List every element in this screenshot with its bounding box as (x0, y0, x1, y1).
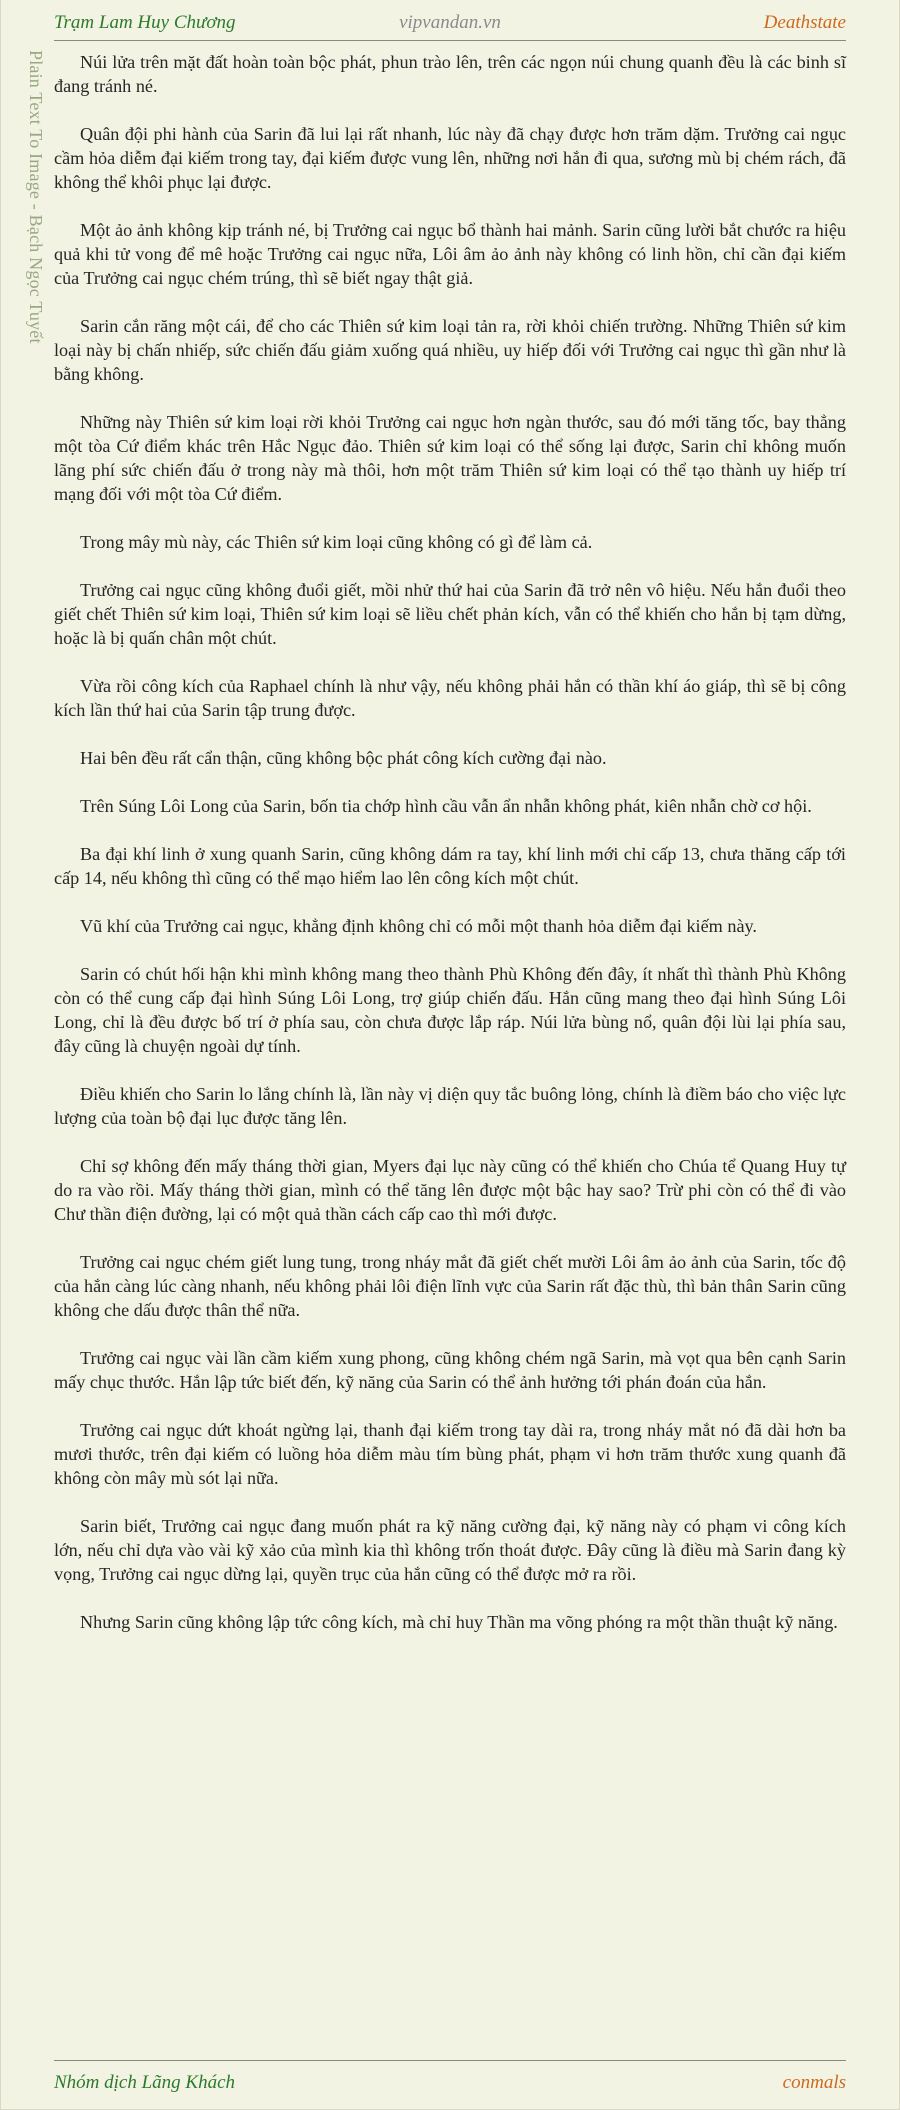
paragraph: Trưởng cai ngục dứt khoát ngừng lại, thanh đại kiếm trong tay dài ra, trong nháy mắt nó đã dài hơn ba mươi thước, trên đại kiếm có luồng hỏa diễm màu tím bùng phát, phạm vi hơn trăm thước xung quanh đã không còn mây mù sót lại nữa. (54, 1420, 846, 1488)
header-title: Deathstate (763, 12, 846, 33)
header-divider (54, 40, 846, 41)
footer-editor: conmals (782, 2072, 846, 2093)
paragraph: Một ảo ảnh không kịp tránh né, bị Trưởng cai ngục bổ thành hai mảnh. Sarin cũng lười bắt chước ra hiệu quả khi tử vong để mê hoặc Trưởng cai ngục nữa, Lôi âm ảo ảnh này không có linh hồn, chỉ cần đại kiếm của Trưởng cai ngục chém trúng, thì sẽ biết ngay thật giả. (54, 220, 846, 288)
footer-translator: Nhóm dịch Lãng Khách (54, 2072, 236, 2093)
paragraph: Nhưng Sarin cũng không lập tức công kích, mà chỉ huy Thần ma võng phóng ra một thần thuật kỹ năng. (80, 1612, 838, 1632)
paragraph: Trưởng cai ngục vài lần cầm kiếm xung phong, cũng không chém ngã Sarin, mà vọt qua bên cạnh Sarin mấy chục thước. Hắn lập tức biết đến, kỹ năng của Sarin có thể ảnh hưởng tới phán đoán của hắn. (54, 1348, 846, 1392)
chapter-text (54, 50, 846, 1658)
page-footer (54, 2070, 846, 2100)
footer-divider (54, 2060, 846, 2061)
paragraph: Hai bên đều rất cẩn thận, cũng không bộc phát công kích cường đại nào. (80, 748, 607, 768)
paragraph: Vũ khí của Trưởng cai ngục, khẳng định không chỉ có mỗi một thanh hỏa diễm đại kiếm này. (80, 916, 757, 936)
paragraph: Vừa rồi công kích của Raphael chính là như vậy, nếu không phải hắn có thần khí áo giáp, thì sẽ bị công kích lần thứ hai của Sarin tập trung được. (54, 676, 846, 720)
paragraph: Những này Thiên sứ kim loại rời khỏi Trưởng cai ngục hơn ngàn thước, sau đó mới tăng tốc, bay thẳng một tòa Cứ điểm khác trên Hắc Ngục đảo. Thiên sứ kim loại có thể sống lại được, Sarin chỉ không muốn lãng phí sức chiến đấu ở trong này mà thôi, hơn một trăm Thiên sứ kim loại có thể tạo thành uy hiếp trí mạng đối với một tòa Cứ điểm. (54, 412, 846, 504)
paragraph: Trưởng cai ngục cũng không đuổi giết, mồi nhử thứ hai của Sarin đã trở nên vô hiệu. Nếu hắn đuổi theo giết chết Thiên sứ kim loại, Thiên sứ kim loại sẽ liều chết phản kích, vẫn có thể khiến cho hắn bị tạm dừng, hoặc là bị quấn chân một chút. (54, 580, 846, 648)
paragraph: Chỉ sợ không đến mấy tháng thời gian, Myers đại lục này cũng có thể khiến cho Chúa tể Quang Huy tự do ra vào rồi. Mấy tháng thời gian, mình có thể tăng lên được một bậc hay sao? Trừ phi còn có thể đi vào Chư thần điện đường, lại có một quả thần cách cấp cao thì mới được. (54, 1156, 846, 1224)
page-header (54, 10, 846, 38)
paragraph: Trên Súng Lôi Long của Sarin, bốn tia chớp hình cầu vẫn ẩn nhẫn không phát, kiên nhẫn chờ cơ hội. (80, 796, 812, 816)
header-website: vipvandan.vn (399, 12, 501, 33)
paragraph: Trưởng cai ngục chém giết lung tung, trong nháy mắt đã giết chết mười Lôi âm ảo ảnh của Sarin, tốc độ của hắn càng lúc càng nhanh, nếu không phải lôi điện lĩnh vực của Sarin rất đặc thù, thì bản thân Sarin cũng không che dấu được thân thể nữa. (54, 1252, 846, 1320)
paragraph: Sarin biết, Trưởng cai ngục đang muốn phát ra kỹ năng cường đại, kỹ năng này có phạm vi công kích lớn, nếu chỉ dựa vào vài kỹ xảo của mình kia thì không trốn thoát được. Đây cũng là điều mà Sarin đang kỳ vọng, Trưởng cai ngục dừng lại, quyền trục của hắn cũng có thể được mở ra rồi. (54, 1516, 846, 1584)
side-watermark: Plain Text To Image - Bạch Ngọc Tuyết (26, 50, 46, 344)
paragraph: Núi lửa trên mặt đất hoàn toàn bộc phát, phun trào lên, trên các ngọn núi chung quanh đều là các binh sĩ đang tránh né. (54, 52, 846, 96)
paragraph: Trong mây mù này, các Thiên sứ kim loại cũng không có gì để làm cả. (80, 532, 593, 552)
paragraph: Sarin có chút hối hận khi mình không mang theo thành Phù Không đến đây, ít nhất thì thành Phù Không còn có thể cung cấp đại hình Súng Lôi Long, trợ giúp chiến đấu. Hắn cũng mang theo đại hình Súng Lôi Long, chỉ là đều được bố trí ở phía sau, còn chưa được lắp ráp. Núi lửa bùng nổ, quân đội lùi lại phía sau, đây cũng là chuyện ngoài dự tính. (54, 964, 846, 1056)
header-author: Trạm Lam Huy Chương (54, 12, 236, 33)
paragraph: Ba đại khí linh ở xung quanh Sarin, cũng không dám ra tay, khí linh mới chỉ cấp 13, chưa thăng cấp tới cấp 14, nếu không thì cũng có thể mạo hiểm lao lên công kích một chút. (54, 844, 846, 888)
paragraph: Sarin cắn răng một cái, để cho các Thiên sứ kim loại tản ra, rời khỏi chiến trường. Những Thiên sứ kim loại này bị chấn nhiếp, sức chiến đấu giảm xuống quá nhiều, uy hiếp đối với Trưởng cai ngục thì gần như là bằng không. (54, 316, 846, 384)
paragraph: Điều khiến cho Sarin lo lắng chính là, lần này vị diện quy tắc buông lỏng, chính là điềm báo cho việc lực lượng của toàn bộ đại lục được tăng lên. (54, 1084, 846, 1128)
paragraph: Quân đội phi hành của Sarin đã lui lại rất nhanh, lúc này đã chạy được hơn trăm dặm. Trưởng cai ngục cầm hỏa diễm đại kiếm trong tay, đại kiếm được vung lên, những nơi hắn đi qua, sương mù bị chém rách, đã không thể khôi phục lại được. (54, 124, 846, 192)
